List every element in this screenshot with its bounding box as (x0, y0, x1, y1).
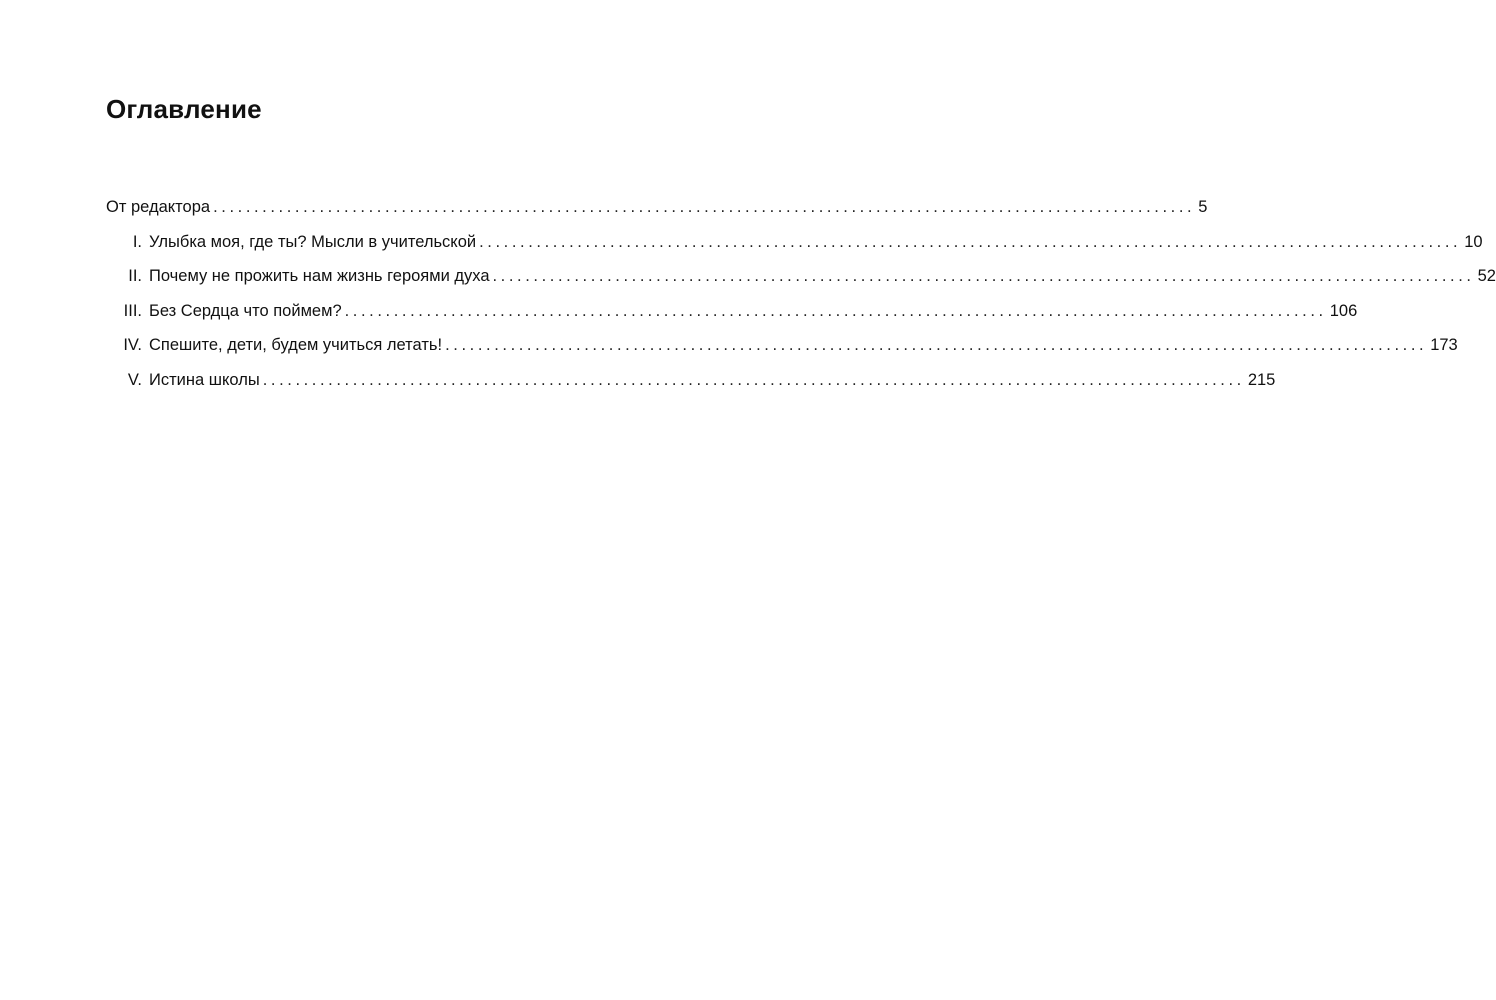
toc-entry-chapter-4[interactable] (106, 328, 1458, 363)
toc-entry-title: Улыбка моя, где ты? Мысли в учительской (149, 232, 477, 251)
toc-entry-number: II. (128, 267, 142, 285)
toc-entry-chapter-3[interactable] (106, 294, 1358, 329)
toc-entry-page: 10 (1464, 232, 1483, 251)
toc-entry-chapter-1[interactable] (106, 225, 1483, 260)
toc-entry-page: 106 (1329, 301, 1358, 320)
toc-entry-title: Без Сердца что поймем? (149, 301, 342, 320)
toc-entry-page: 173 (1430, 336, 1458, 354)
dot-leader: ........................................................................................................................ (492, 267, 1475, 285)
dot-leader: ........................................................................................................................ (344, 301, 1327, 320)
toc-entry-title: Почему не прожить нам жизнь героями духа (149, 267, 490, 285)
toc-entry-page: 215 (1247, 370, 1276, 389)
dot-leader: ........................................................................................................................ (479, 232, 1462, 251)
toc-entry-page: 5 (1198, 198, 1208, 216)
page-title: Оглавление (106, 94, 262, 124)
toc-entry-number: I. (132, 232, 142, 251)
toc-entry-chapter-2[interactable] (106, 259, 1496, 294)
toc-entry-page: 52 (1477, 267, 1496, 285)
toc-entry-chapter-5[interactable] (106, 363, 1276, 398)
toc-entry-title: От редактора (106, 198, 211, 216)
toc-entry-title: Спешите, дети, будем учиться летать! (149, 336, 443, 354)
toc-entry-number: V. (127, 370, 142, 389)
dot-leader: ........................................................................................................................ (213, 198, 1196, 216)
toc-entry-editor[interactable] (106, 190, 1208, 225)
dot-leader: ........................................................................................................................ (262, 370, 1245, 389)
dot-leader: ........................................................................................................................ (445, 336, 1428, 354)
toc-entry-title: Истина школы (149, 370, 260, 389)
table-of-contents (106, 190, 1496, 397)
toc-entry-number: III. (123, 301, 142, 320)
toc-entry-number: IV. (123, 336, 142, 354)
